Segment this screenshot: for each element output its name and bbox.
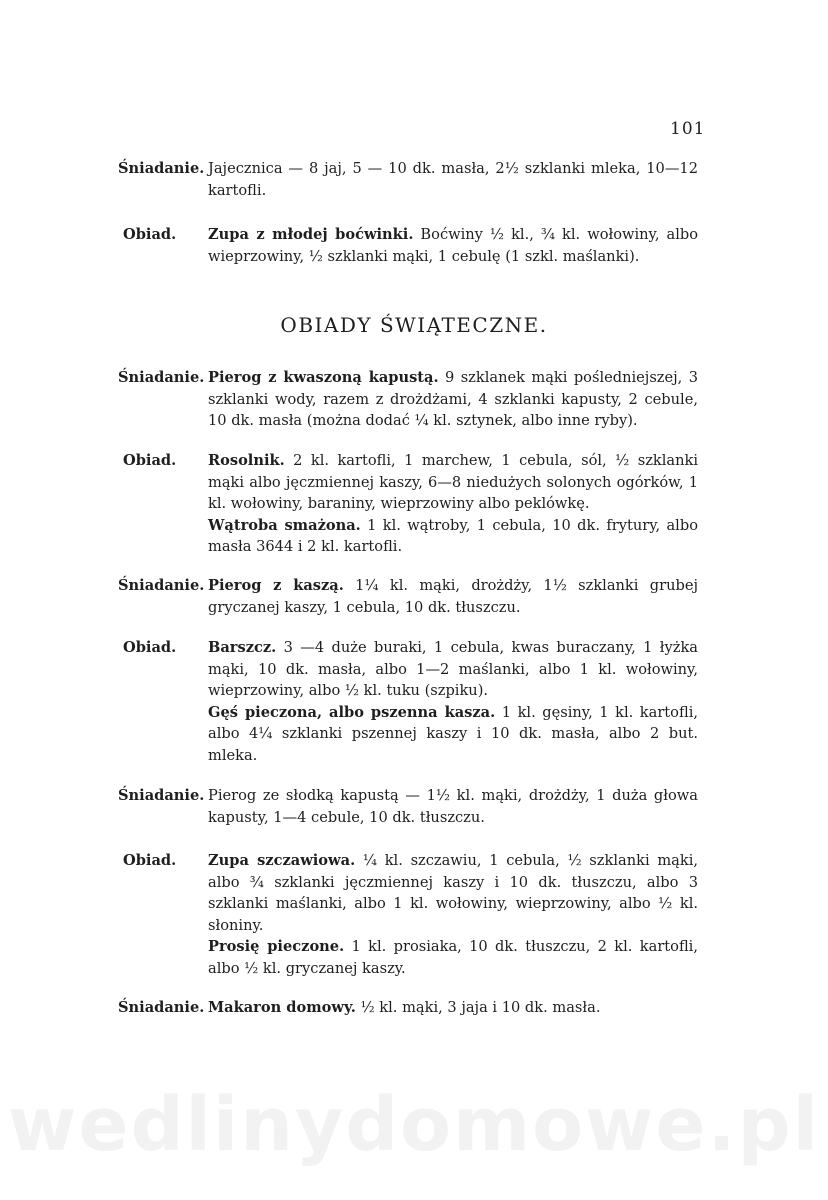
recipe-ingredients: 1 kl. wątroby, 1 cebula, 10 dk. frytury, albo masła 3644 i 2 kl. kartofli. (208, 516, 698, 555)
recipe-line (208, 224, 698, 267)
recipe-ingredients: 2 kl. kartofli, 1 marchew, 1 cebula, sól, ½ szklanki mąki albo jęczmiennej kaszy, 6—8 niedużych solonych ogórków, 1 kl. wołowiny, baraniny, wieprzowiny albo peklówkę. (208, 452, 698, 512)
recipe-ingredients: ¼ kl. szczawiu, 1 cebula, ½ szklanki mąki, albo ¾ szklanki jęczmiennej kaszy i 10 dk. tłuszczu, albo 3 szklanki maślanki, albo 1 kl. wołowiny, wieprzowiny, albo ½ kl. słoniny. (208, 852, 699, 934)
recipe-name: Zupa szczawiowa. (208, 852, 356, 869)
meal-label: Obiad. (123, 852, 177, 869)
menu-entry-breakfast (118, 575, 698, 618)
meal-label: Obiad. (123, 452, 177, 469)
entry-text (208, 997, 698, 1019)
watermark: wedlinydomowe.pl (8, 1082, 820, 1168)
recipe-line (208, 637, 698, 702)
recipe-ingredients: 9 szklanek mąki pośledniejszej, 3 szklanki wody, razem z drożdżami, 4 szklanki kapusty, 2 cebule, 10 dk. masła (można dodać ¼ kl. sztynek, albo inne ryby). (208, 369, 698, 429)
recipe-line (208, 785, 698, 828)
menu-entry-dinner (118, 450, 698, 558)
recipe-ingredients: 1 kl. gęsiny, 1 kl. kartofli, albo 4¼ szklanki pszennej kaszy i 10 dk. masła, albo 2 but. mleka. (208, 703, 698, 764)
menu-entry-dinner (118, 224, 698, 267)
recipe-ingredients: Pierog ze słodką kapustą — 1½ kl. mąki, drożdży, 1 duża głowa kapusty, 1—4 cebule, 10 dk. tłuszczu. (208, 787, 698, 826)
menu-entry-dinner (118, 637, 698, 766)
recipe-name: Pierog z kaszą. (208, 577, 344, 594)
meal-label: Śniadanie. (118, 999, 205, 1016)
meal-label: Obiad. (123, 639, 177, 656)
entry-text (208, 575, 698, 618)
menu-entry-breakfast (118, 158, 698, 201)
page-number: 101 (670, 119, 706, 139)
section-heading: OBIADY ŚWIĄTECZNE. (280, 313, 548, 337)
recipe-name: Gęś pieczona, albo pszenna kasza. (208, 703, 496, 721)
recipe-name: Wątroba smażona. (208, 516, 361, 534)
entry-text (208, 637, 698, 766)
recipe-ingredients: 1 kl. prosiaka, 10 dk. tłuszczu, 2 kl. kartofli, albo ½ kl. gryczanej kaszy. (208, 938, 698, 977)
recipe-name: Zupa z młodej boćwinki. (208, 226, 414, 243)
recipe-line (208, 450, 698, 515)
recipe-line (208, 702, 698, 767)
recipe-line (208, 575, 698, 618)
recipe-line (208, 936, 698, 979)
entry-text (208, 850, 698, 979)
entry-text (208, 367, 698, 432)
recipe-ingredients: Jajecznica — 8 jaj, 5 — 10 dk. masła, 2½ szklanki mleka, 10—12 kartofli. (208, 160, 698, 199)
recipe-line (208, 850, 698, 936)
menu-entry-breakfast (118, 997, 698, 1019)
recipe-ingredients: 1¼ kl. mąki, drożdży, 1½ szklanki grubej gryczanej kaszy, 1 cebula, 10 dk. tłuszczu. (208, 577, 698, 616)
recipe-line (208, 367, 698, 432)
meal-label: Śniadanie. (118, 160, 205, 177)
recipe-name: Barszcz. (208, 639, 277, 656)
menu-entry-dinner (118, 850, 698, 979)
entry-text (208, 785, 698, 828)
recipe-name: Rosolnik. (208, 452, 285, 469)
recipe-line (208, 515, 698, 558)
recipe-line (208, 158, 698, 201)
meal-label: Śniadanie. (118, 369, 205, 386)
menu-entry-breakfast (118, 367, 698, 432)
entry-text (208, 450, 698, 558)
meal-label: Śniadanie. (118, 577, 205, 594)
meal-label: Śniadanie. (118, 787, 205, 804)
recipe-ingredients: Boćwiny ½ kl., ¾ kl. wołowiny, albo wieprzowiny, ½ szklanki mąki, 1 cebulę (1 szkl. maślanki). (208, 226, 699, 265)
recipe-ingredients: 3 —4 duże buraki, 1 cebula, kwas buraczany, 1 łyżka mąki, 10 dk. masła, albo 1—2 maślanki, albo 1 kl. wołowiny, wieprzowiny, albo ½ kl. tuku (szpiku). (208, 639, 698, 699)
entry-text (208, 158, 698, 201)
entry-text (208, 224, 698, 267)
menu-entry-breakfast (118, 785, 698, 828)
recipe-name: Pierog z kwaszoną kapustą. (208, 369, 439, 386)
recipe-name: Makaron domowy. (208, 999, 356, 1016)
recipe-ingredients: ½ kl. mąki, 3 jaja i 10 dk. masła. (355, 999, 601, 1016)
recipe-name: Prosię pieczone. (208, 938, 345, 955)
meal-label: Obiad. (123, 226, 177, 243)
recipe-line (208, 997, 698, 1019)
